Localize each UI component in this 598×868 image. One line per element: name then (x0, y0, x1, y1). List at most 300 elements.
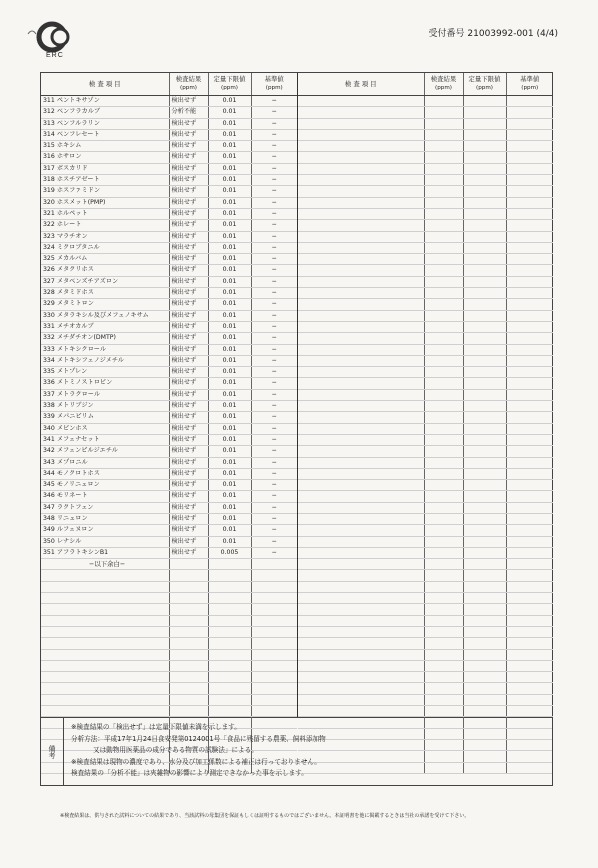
item-name: モリネート (56, 492, 88, 500)
item-name: メタベンズチアズロン (56, 277, 119, 285)
item-name-cell (298, 378, 424, 389)
item-name-cell (298, 581, 424, 592)
lod-cell (463, 412, 506, 423)
result-cell (169, 559, 208, 570)
item-name: ホスメット(PMP) (56, 198, 106, 206)
table-row-empty (298, 660, 553, 671)
lod-cell: 0.01 (208, 163, 251, 174)
result-cell (424, 513, 463, 524)
item-number: 319 (43, 187, 55, 195)
lod-cell (463, 333, 506, 344)
table-row (41, 107, 297, 118)
standard-cell (251, 672, 297, 683)
lod-cell (463, 446, 506, 457)
column-header-standard: 基準値 (ppm) (251, 73, 297, 96)
table-row (41, 570, 297, 581)
table-row-empty (298, 152, 553, 163)
item-name-cell (41, 434, 169, 445)
standard-cell (251, 559, 297, 570)
table-row-empty (298, 694, 553, 705)
result-cell: 検出せず (169, 231, 208, 242)
table-row-empty (298, 683, 553, 694)
lod-cell: 0.01 (208, 536, 251, 547)
lod-cell (463, 141, 506, 152)
item-name-cell (298, 547, 424, 558)
lod-cell (463, 321, 506, 332)
item-number: 314 (43, 130, 55, 138)
logo-mark-icon (22, 20, 86, 54)
standard-cell (506, 694, 553, 705)
lod-cell (463, 581, 506, 592)
table-row-empty (298, 491, 553, 502)
result-cell (424, 480, 463, 491)
lod-cell: 0.01 (208, 502, 251, 513)
item-name-cell (298, 694, 424, 705)
standard-cell: − (251, 446, 297, 457)
item-name-cell (298, 683, 424, 694)
lod-cell: 0.01 (208, 367, 251, 378)
result-cell: 検出せず (169, 367, 208, 378)
lod-cell (463, 570, 506, 581)
table-row (41, 604, 297, 615)
item-number: 321 (43, 209, 55, 217)
lod-cell (463, 118, 506, 129)
result-cell (424, 389, 463, 400)
result-cell (424, 107, 463, 118)
note-line: 分析方法：平成17年1月24日食安発第0124001号「食品に残留する農薬、飼料添加物 (71, 734, 326, 743)
table-row-empty (298, 401, 553, 412)
lod-cell (208, 593, 251, 604)
lod-cell: 0.01 (208, 220, 251, 231)
item-name: メトプレン (56, 368, 88, 376)
lod-cell (463, 525, 506, 536)
lod-cell (463, 457, 506, 468)
standard-cell (506, 96, 553, 107)
result-cell: 検出せず (169, 344, 208, 355)
item-number: 325 (43, 255, 55, 263)
item-name-cell (298, 333, 424, 344)
standard-cell (506, 525, 553, 536)
lod-cell: 0.01 (208, 468, 251, 479)
standard-cell (506, 672, 553, 683)
lod-cell: 0.01 (208, 401, 251, 412)
result-cell (424, 141, 463, 152)
lod-cell: 0.01 (208, 141, 251, 152)
result-cell: 検出せず (169, 129, 208, 140)
result-cell (424, 129, 463, 140)
item-name-cell (41, 288, 169, 299)
table-row (41, 378, 297, 389)
item-name: ミクロブタニル (56, 243, 100, 251)
result-cell: 検出せず (169, 265, 208, 276)
table-header-row (298, 73, 553, 96)
item-name: リニュロン (56, 514, 88, 522)
lod-cell (463, 626, 506, 637)
item-name: モノクロトホス (56, 469, 100, 477)
result-cell: 検出せず (169, 547, 208, 558)
result-cell (424, 672, 463, 683)
standard-cell: − (251, 412, 297, 423)
item-number: 346 (43, 492, 55, 500)
item-name-cell (298, 310, 424, 321)
lod-cell (463, 254, 506, 265)
result-cell (424, 536, 463, 547)
table-row-empty (298, 344, 553, 355)
table-row-empty (298, 254, 553, 265)
lod-cell: 0.01 (208, 446, 251, 457)
standard-cell: − (251, 310, 297, 321)
item-name-cell (298, 672, 424, 683)
result-cell: 分析不能 (169, 107, 208, 118)
results-table-frame (40, 72, 553, 718)
item-name: メトミノストロビン (56, 379, 113, 387)
lod-cell (463, 242, 506, 253)
item-name: ペントキサゾン (56, 97, 100, 104)
table-row-empty (298, 288, 553, 299)
lod-cell: 0.01 (208, 389, 251, 400)
table-row-empty (298, 513, 553, 524)
table-row-empty (298, 649, 553, 660)
standard-cell (506, 706, 553, 717)
item-number: 330 (43, 311, 55, 319)
standard-cell: − (251, 434, 297, 445)
table-row-empty (298, 389, 553, 400)
result-cell (424, 525, 463, 536)
table-row-empty (298, 186, 553, 197)
result-cell (169, 638, 208, 649)
table-row (41, 321, 297, 332)
standard-cell: − (251, 186, 297, 197)
item-name-cell (298, 344, 424, 355)
standard-cell (506, 118, 553, 129)
standard-cell (251, 626, 297, 637)
item-name-cell (41, 129, 169, 140)
footer-disclaimer: ※検査結果は、供与された試料についての結果であり、当該試料の母集団を保証もしくは証明するものではございません。本証明書を他に掲載するときは当社の承諾を受けて下さい。 (60, 813, 470, 819)
item-name: メフェンピルジエチル (56, 447, 118, 455)
item-name-cell (41, 118, 169, 129)
item-name-cell (41, 660, 169, 671)
item-name: メトラクロール (56, 390, 101, 398)
result-cell (424, 412, 463, 423)
table-row-empty (298, 706, 553, 717)
standard-cell (506, 480, 553, 491)
item-number: 316 (43, 153, 55, 161)
item-name-cell (41, 175, 169, 186)
result-cell (424, 220, 463, 231)
item-name-cell (298, 163, 424, 174)
item-name-cell (298, 107, 424, 118)
item-name-cell (298, 468, 424, 479)
standard-cell (251, 683, 297, 694)
item-number: 345 (43, 481, 55, 489)
lod-cell: 0.01 (208, 412, 251, 423)
result-cell: 検出せず (169, 118, 208, 129)
standard-cell: − (251, 299, 297, 310)
result-cell: 検出せず (169, 96, 208, 107)
result-cell (424, 559, 463, 570)
item-name: メビンホス (56, 424, 88, 432)
lod-cell: 0.01 (208, 186, 251, 197)
standard-cell (251, 593, 297, 604)
item-name-cell (298, 220, 424, 231)
table-row (41, 446, 297, 457)
notes-text (71, 722, 326, 780)
lod-cell (463, 355, 506, 366)
lod-cell (463, 152, 506, 163)
standard-cell (506, 513, 553, 524)
table-row-empty (298, 457, 553, 468)
item-name-cell (41, 694, 169, 705)
standard-cell (506, 502, 553, 513)
standard-cell: − (251, 129, 297, 140)
item-number: 348 (43, 514, 55, 522)
lod-cell (463, 649, 506, 660)
lod-cell (463, 389, 506, 400)
item-name-cell (41, 593, 169, 604)
table-row-empty (298, 197, 553, 208)
table-row-empty (298, 107, 553, 118)
item-name-cell (298, 638, 424, 649)
standard-cell: − (251, 457, 297, 468)
table-row (41, 468, 297, 479)
lod-cell (208, 615, 251, 626)
result-cell (169, 593, 208, 604)
table-row-empty (298, 480, 553, 491)
table-row (41, 118, 297, 129)
standard-cell (506, 581, 553, 592)
standard-cell: − (251, 141, 297, 152)
lod-cell (208, 706, 251, 717)
item-name-cell (298, 276, 424, 287)
item-name-cell (298, 434, 424, 445)
lod-cell (463, 208, 506, 219)
standard-cell (506, 446, 553, 457)
result-cell (424, 208, 463, 219)
item-number: 338 (43, 402, 55, 410)
item-number: 324 (43, 243, 55, 251)
table-row (41, 333, 297, 344)
standard-cell: − (251, 175, 297, 186)
table-row-empty (298, 355, 553, 366)
table-row (41, 310, 297, 321)
item-name: ホキシム (56, 142, 82, 150)
table-row (41, 163, 297, 174)
table-row (41, 96, 297, 107)
item-name-cell (41, 480, 169, 491)
table-row-empty (298, 265, 553, 276)
result-cell (424, 604, 463, 615)
item-name-cell (41, 355, 169, 366)
item-name-cell (41, 626, 169, 637)
standard-cell (506, 604, 553, 615)
table-row (41, 491, 297, 502)
table-row-empty (298, 547, 553, 558)
item-name-cell (41, 231, 169, 242)
table-row (41, 559, 297, 570)
item-name-cell (41, 367, 169, 378)
result-cell (424, 660, 463, 671)
item-name: モノリニュロン (56, 481, 100, 489)
lod-cell (463, 310, 506, 321)
note-line: ※検査結果は現物の濃度であり、水分及び加工係数による補正は行っておりません。 (71, 757, 321, 766)
note-line: 又は動物用医薬品の成分である物質の試験法」による。 (93, 746, 258, 754)
item-name-cell (41, 649, 169, 660)
lod-cell: 0.01 (208, 344, 251, 355)
standard-cell: − (251, 491, 297, 502)
result-cell (424, 367, 463, 378)
receipt-number: 受付番号 21003992-001 (4/4) (428, 29, 558, 39)
item-name-cell (298, 265, 424, 276)
standard-cell (506, 197, 553, 208)
table-row (41, 660, 297, 671)
lod-cell: 0.01 (208, 525, 251, 536)
table-row (41, 412, 297, 423)
lod-cell: 0.01 (208, 197, 251, 208)
notes-section (40, 718, 553, 786)
result-cell (424, 457, 463, 468)
item-name-cell (41, 547, 169, 558)
item-name-cell (298, 513, 424, 524)
lod-cell: 0.01 (208, 434, 251, 445)
item-number: 349 (43, 526, 55, 534)
item-name: ホレート (56, 221, 82, 229)
item-name-cell (41, 378, 169, 389)
standard-cell: − (251, 220, 297, 231)
item-number: 313 (43, 119, 55, 127)
standard-cell: − (251, 401, 297, 412)
column-header-item: 検 査 項 目 (298, 73, 424, 96)
result-cell (424, 581, 463, 592)
table-row (41, 593, 297, 604)
result-cell (424, 197, 463, 208)
standard-cell: − (251, 344, 297, 355)
table-row-empty (298, 626, 553, 637)
table-row (41, 694, 297, 705)
result-cell (424, 333, 463, 344)
item-name-cell (41, 491, 169, 502)
standard-cell (251, 694, 297, 705)
standard-cell (506, 107, 553, 118)
result-cell: 検出せず (169, 242, 208, 253)
table-row-empty (298, 129, 553, 140)
standard-cell (506, 163, 553, 174)
result-cell (424, 423, 463, 434)
standard-cell (506, 152, 553, 163)
table-row (41, 254, 297, 265)
item-number: 336 (43, 379, 55, 387)
item-name: メパニピリム (56, 413, 94, 421)
lod-cell (463, 491, 506, 502)
lod-cell: 0.01 (208, 299, 251, 310)
table-row-empty (298, 615, 553, 626)
lod-cell: 0.01 (208, 333, 251, 344)
result-cell: 検出せず (169, 423, 208, 434)
lod-cell (463, 547, 506, 558)
result-cell: 検出せず (169, 333, 208, 344)
result-cell (424, 96, 463, 107)
standard-cell: − (251, 355, 297, 366)
lod-cell: 0.01 (208, 423, 251, 434)
result-cell: 検出せず (169, 525, 208, 536)
table-row-empty (298, 468, 553, 479)
standard-cell (506, 288, 553, 299)
lod-cell (463, 593, 506, 604)
item-name-cell (298, 129, 424, 140)
table-row (41, 513, 297, 524)
result-cell (424, 265, 463, 276)
table-row (41, 638, 297, 649)
table-row-empty (298, 220, 553, 231)
standard-cell (506, 321, 553, 332)
lod-cell (463, 423, 506, 434)
standard-cell (506, 412, 553, 423)
item-name: メトリブジン (56, 402, 94, 410)
result-cell (424, 299, 463, 310)
lod-cell (463, 502, 506, 513)
lod-cell (463, 276, 506, 287)
lod-cell (463, 672, 506, 683)
table-row-empty (298, 412, 553, 423)
lod-cell (463, 604, 506, 615)
item-name: メタミドホス (56, 289, 94, 297)
item-name-cell (41, 502, 169, 513)
result-cell: 検出せず (169, 502, 208, 513)
result-cell (424, 683, 463, 694)
lod-cell (463, 683, 506, 694)
standard-cell (506, 660, 553, 671)
table-row (41, 683, 297, 694)
lod-cell (463, 378, 506, 389)
lod-cell (463, 536, 506, 547)
item-name: ホサロン (56, 153, 82, 161)
table-row-empty (298, 536, 553, 547)
standard-cell (506, 468, 553, 479)
result-cell (169, 694, 208, 705)
table-row (41, 389, 297, 400)
table-row-empty (298, 434, 553, 445)
table-row-empty (298, 581, 553, 592)
table-row-empty (298, 175, 553, 186)
result-cell: 検出せず (169, 141, 208, 152)
result-cell: 検出せず (169, 355, 208, 366)
item-number: 312 (43, 108, 55, 116)
result-cell (424, 468, 463, 479)
result-cell: 検出せず (169, 208, 208, 219)
item-number: 327 (43, 277, 55, 285)
lod-cell: 0.01 (208, 231, 251, 242)
item-name-cell (41, 401, 169, 412)
item-name-cell (41, 672, 169, 683)
table-row (41, 220, 297, 231)
standard-cell: − (251, 547, 297, 558)
item-number: 343 (43, 458, 55, 466)
lod-cell (463, 197, 506, 208)
standard-cell (506, 683, 553, 694)
item-name-cell (298, 502, 424, 513)
lod-cell (208, 559, 251, 570)
table-row (41, 547, 297, 558)
lod-cell: 0.01 (208, 288, 251, 299)
item-name-cell (298, 457, 424, 468)
table-row-empty (298, 321, 553, 332)
table-row-empty (298, 638, 553, 649)
standard-cell: − (251, 468, 297, 479)
result-cell: 検出せず (169, 186, 208, 197)
item-name-cell (41, 186, 169, 197)
item-name-cell (298, 254, 424, 265)
item-name-cell (298, 706, 424, 717)
table-header-row (41, 73, 297, 96)
